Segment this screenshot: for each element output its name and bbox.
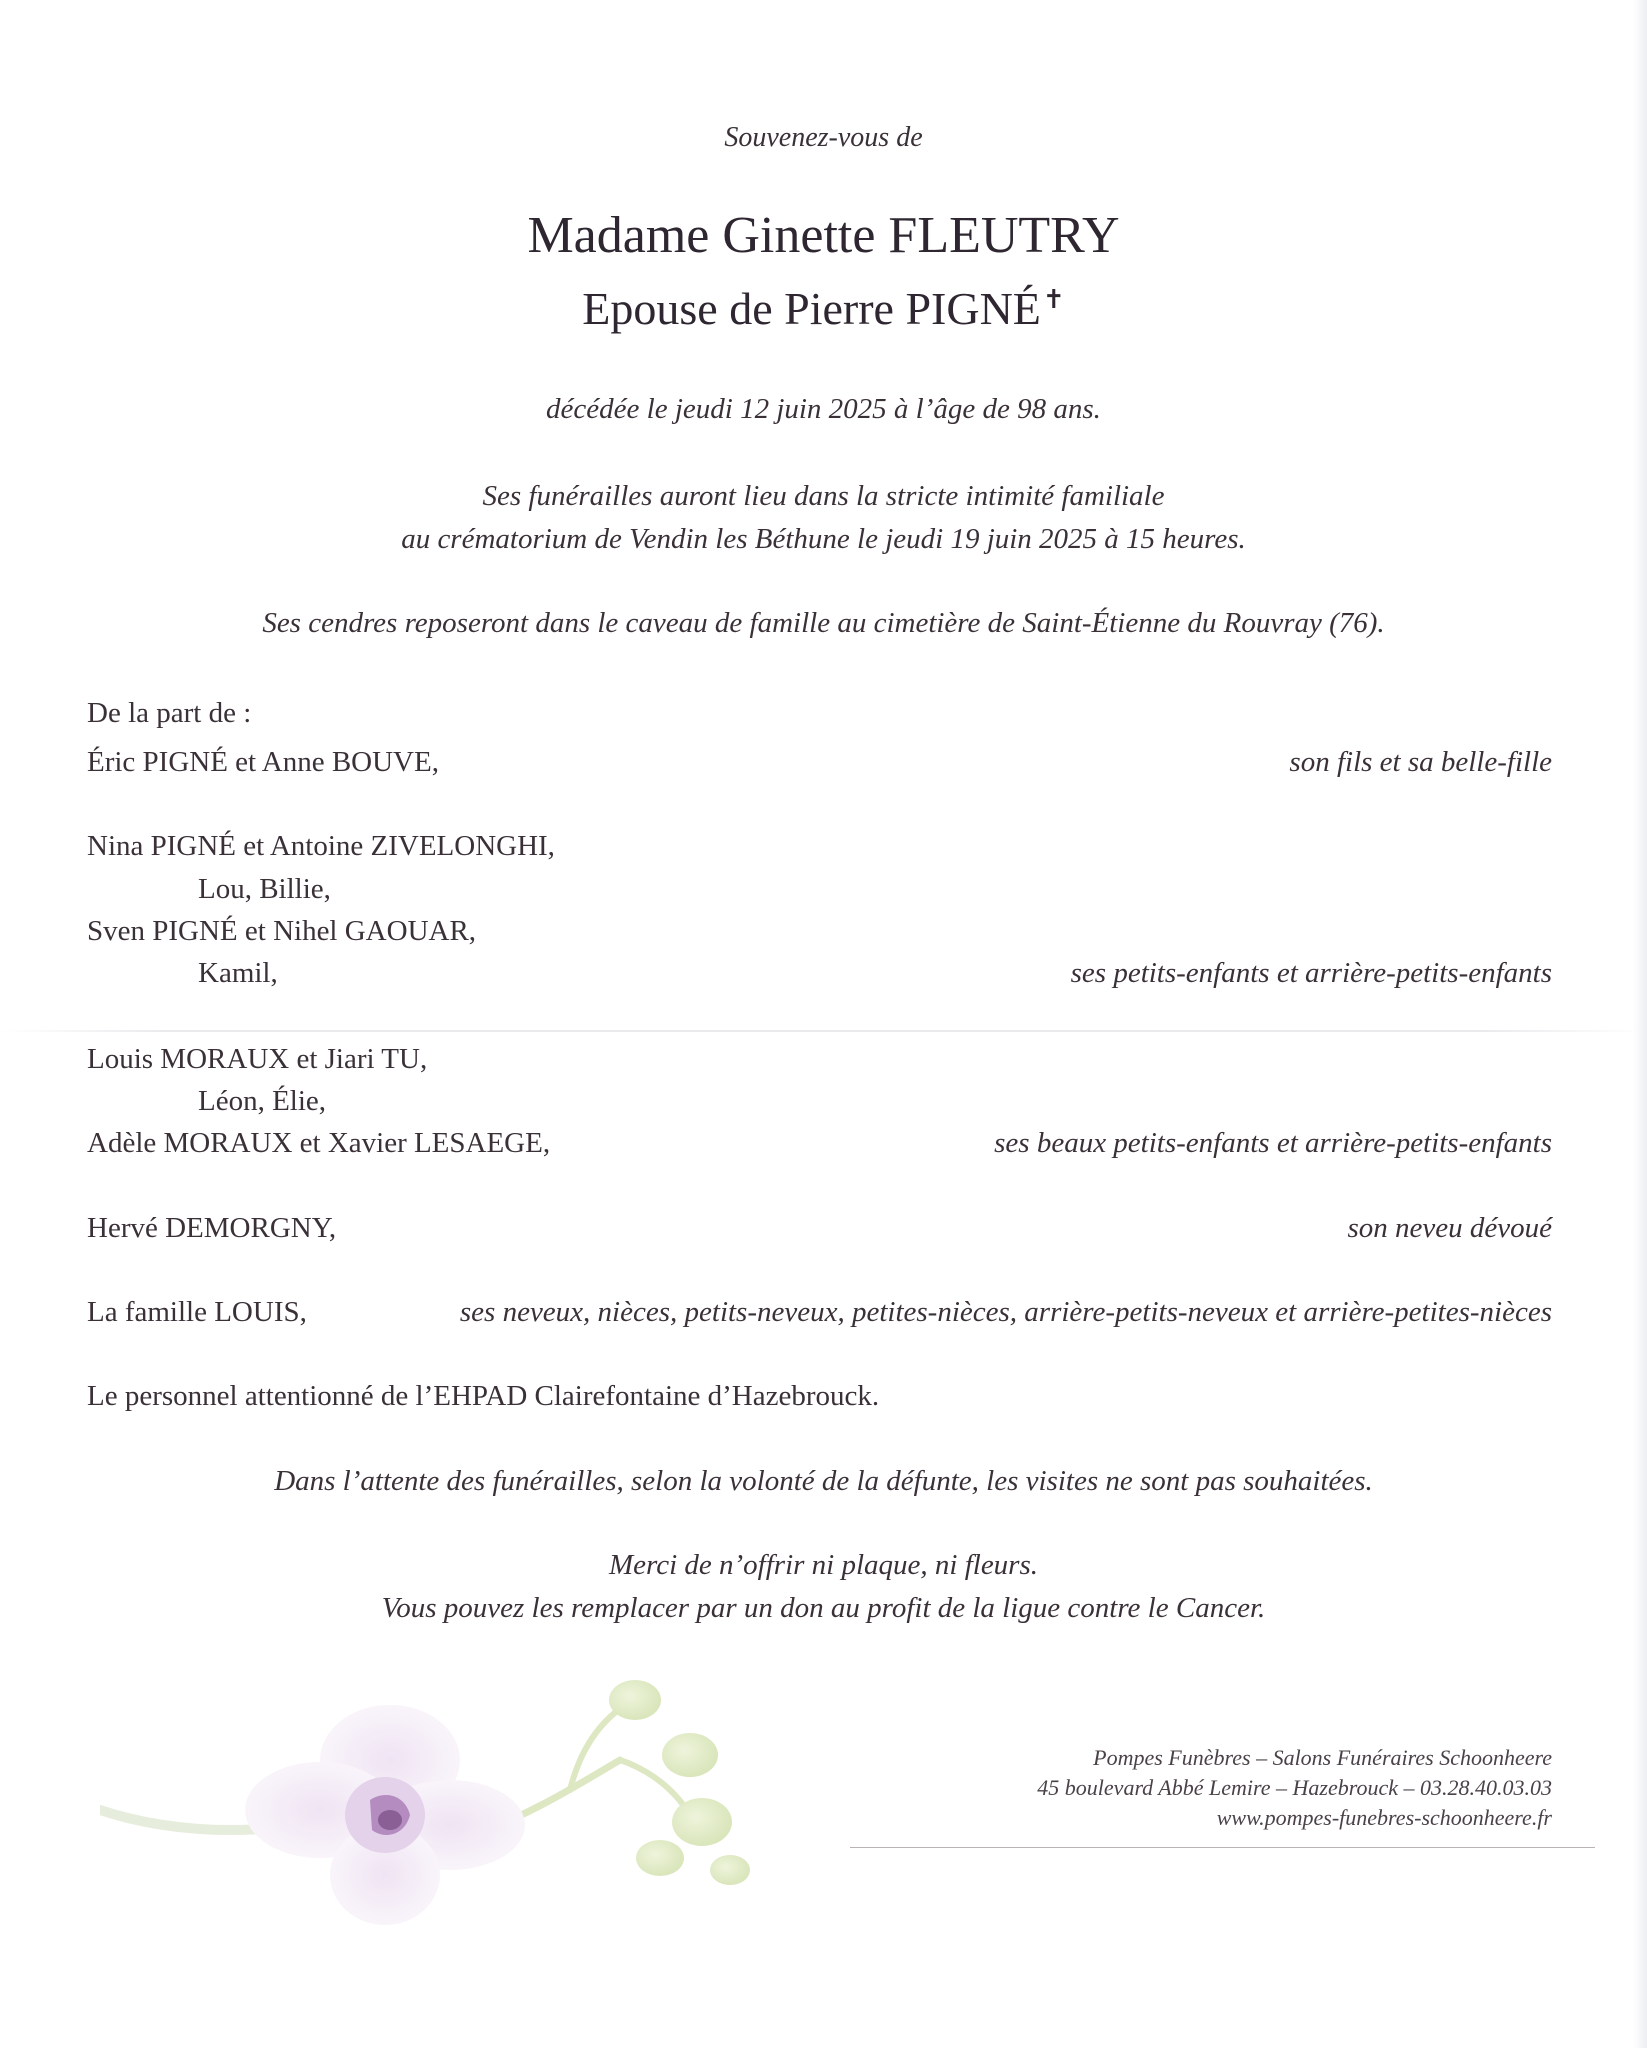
cross-icon: ✝ bbox=[1042, 284, 1065, 314]
family-member: Louis MORAUX et Jiari TU, bbox=[87, 1043, 428, 1075]
spouse-line bbox=[0, 282, 1647, 335]
family-relation: son neveu dévoué bbox=[1347, 1212, 1552, 1244]
staff-text: Le personnel attentionné de l’EHPAD Clairefontaine d’Hazebrouck. bbox=[87, 1380, 880, 1412]
death-date-text: décédée le jeudi 12 juin 2025 à l’âge de 98 ans. bbox=[546, 393, 1101, 425]
family-member: Léon, Élie, bbox=[198, 1085, 327, 1117]
funeral-home-address: 45 boulevard Abbé Lemire – Hazebrouck – 03.28.40.03.03 bbox=[1037, 1775, 1552, 1800]
family-intro: De la part de : bbox=[87, 697, 252, 729]
donation-text: Vous pouvez les remplacer par un don au profit de la ligue contre le Cancer. bbox=[381, 1592, 1266, 1624]
family-member: Kamil, bbox=[198, 957, 278, 989]
family-member: Éric PIGNÉ et Anne BOUVE, bbox=[87, 746, 439, 778]
fold-line bbox=[0, 1030, 1647, 1032]
deceased-name: Madame Ginette FLEUTRY bbox=[527, 207, 1120, 264]
funeral-line-1: Ses funérailles auront lieu dans la stricte intimité familiale bbox=[482, 480, 1165, 512]
family-relation: ses neveux, nièces, petits-neveux, petites-nièces, arrière-petits-neveux et arrière-petites-nièces bbox=[459, 1296, 1552, 1328]
visits-text: Dans l’attente des funérailles, selon la volonté de la défunte, les visites ne sont pas souhaitées. bbox=[274, 1465, 1373, 1497]
funeral-home-name: Pompes Funèbres – Salons Funéraires Schoonheere bbox=[1093, 1745, 1552, 1770]
family-member: Nina PIGNÉ et Antoine ZIVELONGHI, bbox=[87, 830, 555, 862]
spouse-text: Epouse de Pierre PIGNÉ bbox=[582, 283, 1041, 334]
family-member: Lou, Billie, bbox=[198, 873, 331, 905]
family-member: Adèle MORAUX et Xavier LESAEGE, bbox=[87, 1127, 551, 1159]
family-member: La famille LOUIS, bbox=[87, 1296, 307, 1328]
intro-text: Souvenez-vous de bbox=[724, 122, 923, 153]
family-member: Hervé DEMORGNY, bbox=[87, 1212, 337, 1244]
funeral-home-website[interactable]: www.pompes-funebres-schoonheere.fr bbox=[1216, 1805, 1552, 1830]
funeral-line-2: au crématorium de Vendin les Béthune le jeudi 19 juin 2025 à 15 heures. bbox=[401, 523, 1246, 555]
family-relation: ses petits-enfants et arrière-petits-enfants bbox=[1070, 957, 1552, 989]
family-relation: ses beaux petits-enfants et arrière-petits-enfants bbox=[994, 1127, 1552, 1159]
footer-divider bbox=[850, 1847, 1595, 1848]
orchid-image bbox=[100, 1640, 820, 1970]
family-member: Sven PIGNÉ et Nihel GAOUAR, bbox=[87, 915, 477, 947]
family-relation: son fils et sa belle-fille bbox=[1289, 746, 1552, 778]
flowers-text: Merci de n’offrir ni plaque, ni fleurs. bbox=[608, 1549, 1039, 1581]
ashes-text: Ses cendres reposeront dans le caveau de famille au cimetière de Saint-Étienne du Rouvray (76). bbox=[262, 607, 1385, 639]
